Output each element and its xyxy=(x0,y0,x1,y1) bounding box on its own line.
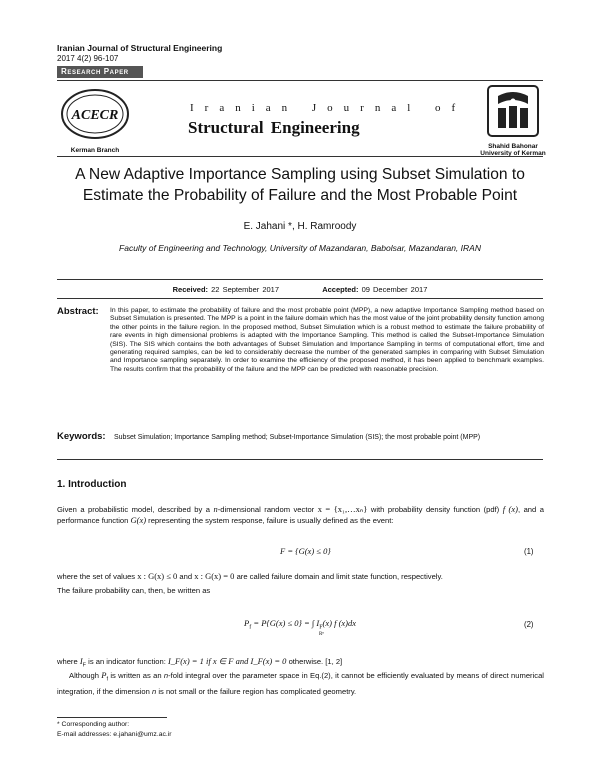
acecr-logo-icon xyxy=(60,88,130,142)
journal-header-main: Structural Engineering xyxy=(188,118,360,137)
intro-paragraph-4: where $I_F$ is an indicator function: I_F(x) = 1 if x ∈ F and I_F(x) = 0 otherwise. [1, 2] xyxy=(57,656,343,669)
university-emblem-icon xyxy=(478,84,548,138)
acecr-logo xyxy=(60,88,130,152)
footnote-corresponding: * Corresponding author: xyxy=(57,721,130,728)
dates-line: Received: 22 September 2017 Accepted: 09 December 2017 xyxy=(172,285,428,294)
header-rule-top xyxy=(57,80,543,81)
journal-header-sub: Iranian Journal of xyxy=(190,102,467,114)
keywords-rule xyxy=(57,459,543,460)
university-caption-2: University of Kerman xyxy=(480,150,546,157)
journal-name: Iranian Journal of Structural Engineering xyxy=(57,43,223,53)
volume-pages: 2017 4(2) 96-107 xyxy=(57,54,119,63)
equation-2-domain: Rⁿ xyxy=(319,632,324,637)
keywords-text: Subset Simulation; Importance Sampling method; Subset-Importance Simulation (SIS); the most probable point (MPP) xyxy=(114,434,481,441)
abstract-label: Abstract: xyxy=(57,306,99,317)
research-paper-badge: Research Paper xyxy=(57,66,143,78)
svg-text:ACECR: ACECR xyxy=(71,108,119,123)
equation-1: F = {G(x) ≤ 0} xyxy=(280,546,331,556)
intro-paragraph-5: Although $P_f$ is written as an n-fold integral over the parameter space in Eq.(2), it cannot be efficiently evaluated by means of direct numerical integration, if the dimension n is not small or the failure region has complicated geometry. xyxy=(57,670,544,696)
dates-rule-bottom xyxy=(57,298,543,299)
intro-paragraph-2: where the set of values x : G(x) ≤ 0 and x : G(x) = 0 are called failure domain and limit state function, respectively. xyxy=(57,571,443,581)
section-heading-introduction: 1. Introduction xyxy=(57,479,127,490)
footnote-email: E-mail addresses: e.jahani@umz.ac.ir xyxy=(57,731,172,738)
affiliation: Faculty of Engineering and Technology, University of Mazandaran, Babolsar, Mazandaran, IRAN xyxy=(119,243,481,253)
abstract-text: In this paper, to estimate the probability of failure and the most probable point (MPP), a new adaptive Importance Sampling method based on Subset Simulation is presented. The MPP is a point in the failure domain which has the most value of the joint probability density function among the other points in the failure region. In the proposed method, Subset Simulation which is a robust method to estimate the failure probability of rare events in high dimensional problems is adapted with the Importance Sampling. This method is called the Subset-Importance Simulation (SIS). The SIS which contains the both advantages of Subset Simulation and Importance Sampling in terms of computational effort, time and generating required samples, can be led to considerably decrease the number of the generated samples in comparing with Subset Simulation and Importance sampling separately. In order to examine the efficiency of the proposed method, it has been applied to benchmark examples. The results confirm that the probability of the failure and the MPP can be predicted with reasonable precision. xyxy=(110,307,544,373)
equation-1-number: (1) xyxy=(524,547,534,556)
intro-paragraph-1: Given a probabilistic model, described by a n-dimensional random vector x = {x₁,…xₙ} with probability density function (pdf) f (x), and a performance function G(x) representing the system response, failure is usually defined as the event: xyxy=(57,504,544,525)
intro-paragraph-3: The failure probability can, then, be written as xyxy=(57,586,211,595)
equation-2-number: (2) xyxy=(524,620,534,629)
dates-rule-top xyxy=(57,279,543,280)
footnote-rule xyxy=(57,717,167,718)
university-logo xyxy=(478,84,548,156)
equation-2: $P_f = P\{G(x) \le 0\}$ = ∫ $I_F(x)$ f (x)dx xyxy=(244,618,357,631)
university-caption-1: Shahid Bahonar xyxy=(488,143,538,150)
header-rule-bottom xyxy=(57,156,543,157)
authors: E. Jahani *, H. Ramroody xyxy=(243,221,357,232)
keywords-label: Keywords: xyxy=(57,431,106,442)
acecr-caption: Kerman Branch xyxy=(70,147,120,154)
paper-title: A New Adaptive Importance Sampling using Subset Simulation to Estimate the Probability of Failure and the Most Probable Point xyxy=(75,166,525,204)
